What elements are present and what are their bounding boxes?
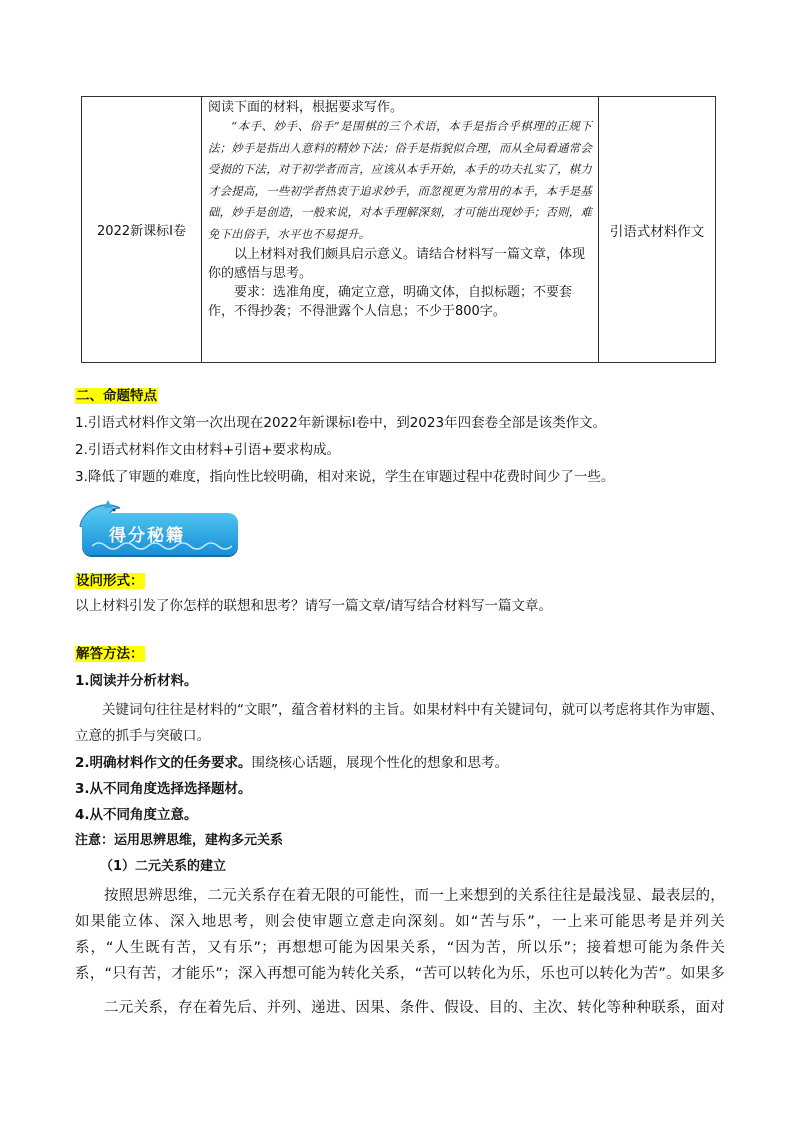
section-heading: 二、命题特点 bbox=[76, 388, 157, 404]
list-item: 1.引语式材料作文第一次出现在2022年新课标Ⅰ卷中，到2023年四套卷全部是该类作文。 bbox=[75, 415, 607, 431]
material-quote: “本手、妙手、俗手”是围棋的三个术语，本手是指合乎棋理的正规下法；妙手是指出人意料的精妙下法；俗手是指貌似合理，而从全局看通常会受损的下法，对于初学者而言，应该从本手开始，本手的功夫扎实了，棋力才会提高，一些初学者热衷于追求妙手，而忽视更为常用的本手，本手是基础，妙手是创造，一般来说，对本手理解深刻，才可能出现妙手；否则，难免下出俗手，水平也不易提升。 bbox=[208, 119, 592, 241]
score-tips-badge bbox=[74, 498, 242, 560]
essay-type-cell: 引语式材料作文 bbox=[599, 97, 716, 363]
exam-table bbox=[81, 96, 716, 363]
material-intro: 阅读下面的材料，根据要求写作。 bbox=[208, 100, 404, 115]
body-paragraph: 二元关系，存在着先后、并列、递进、因果、条件、假设、目的、主次、转化等种种联系，面对 bbox=[104, 1000, 725, 1016]
subsection-title: （1）二元关系的建立 bbox=[100, 859, 227, 874]
table-row bbox=[82, 97, 716, 363]
question-heading: 设问形式： bbox=[76, 573, 144, 589]
material-requirements: 要求：选准角度，确定立意，明确文体，自拟标题；不要套作，不得抄袭；不得泄露个人信息；不少于800字。 bbox=[208, 285, 573, 319]
material-prompt: 以上材料对我们颇具启示意义。请结合材料写一篇文章，体现你的感悟与思考。 bbox=[208, 247, 586, 281]
method-step: 4.从不同角度立意。 bbox=[75, 807, 198, 823]
body-paragraph: 按照思辨思维，二元关系存在着无限的可能性，而一上来想到的关系往往是最浅显、最表层的，如果能立体、深入地思考，则会使审题立意走向深刻。如“苦与乐”，一上来可能思考是并列关系，“人生既有苦，又有乐”；再想想可能为因果关系，“因为苦，所以乐”；接着想可能为条件关系，“只有苦，才能乐”；深入再想可能为转化关系，“苦可以转化为乐，乐也可以转化为苦”。如果多 bbox=[75, 888, 725, 982]
list-item: 3.降低了审题的难度，指向性比较明确，相对来说，学生在审题过程中花费时间少了一些。 bbox=[75, 469, 615, 485]
method-heading: 解答方法： bbox=[76, 646, 144, 662]
question-text: 以上材料引发了你怎样的联想和思考？请写一篇文章/请写结合材料写一篇文章。 bbox=[75, 598, 553, 614]
method-step: 2.明确材料作文的任务要求。围绕核心话题，展现个性化的想象和思考。 bbox=[75, 755, 509, 771]
material-cell bbox=[202, 97, 599, 363]
badge-label: 得分秘籍 bbox=[109, 526, 185, 546]
note-text: 注意：运用思辨思维，建构多元关系 bbox=[75, 833, 284, 848]
method-step: 3.从不同角度选择选择题材。 bbox=[75, 781, 252, 797]
method-step-detail: 关键词句往往是材料的“文眼”，蕴含着材料的主旨。如果材料中有关键词句，就可以考虑将其作为审题、立意的抓手与突破口。 bbox=[75, 702, 724, 744]
list-item: 2.引语式材料作文由材料+引语+要求构成。 bbox=[75, 442, 341, 458]
method-step: 1.阅读并分析材料。 bbox=[75, 673, 198, 689]
exam-year-cell: 2022新课标Ⅰ卷 bbox=[82, 97, 202, 363]
